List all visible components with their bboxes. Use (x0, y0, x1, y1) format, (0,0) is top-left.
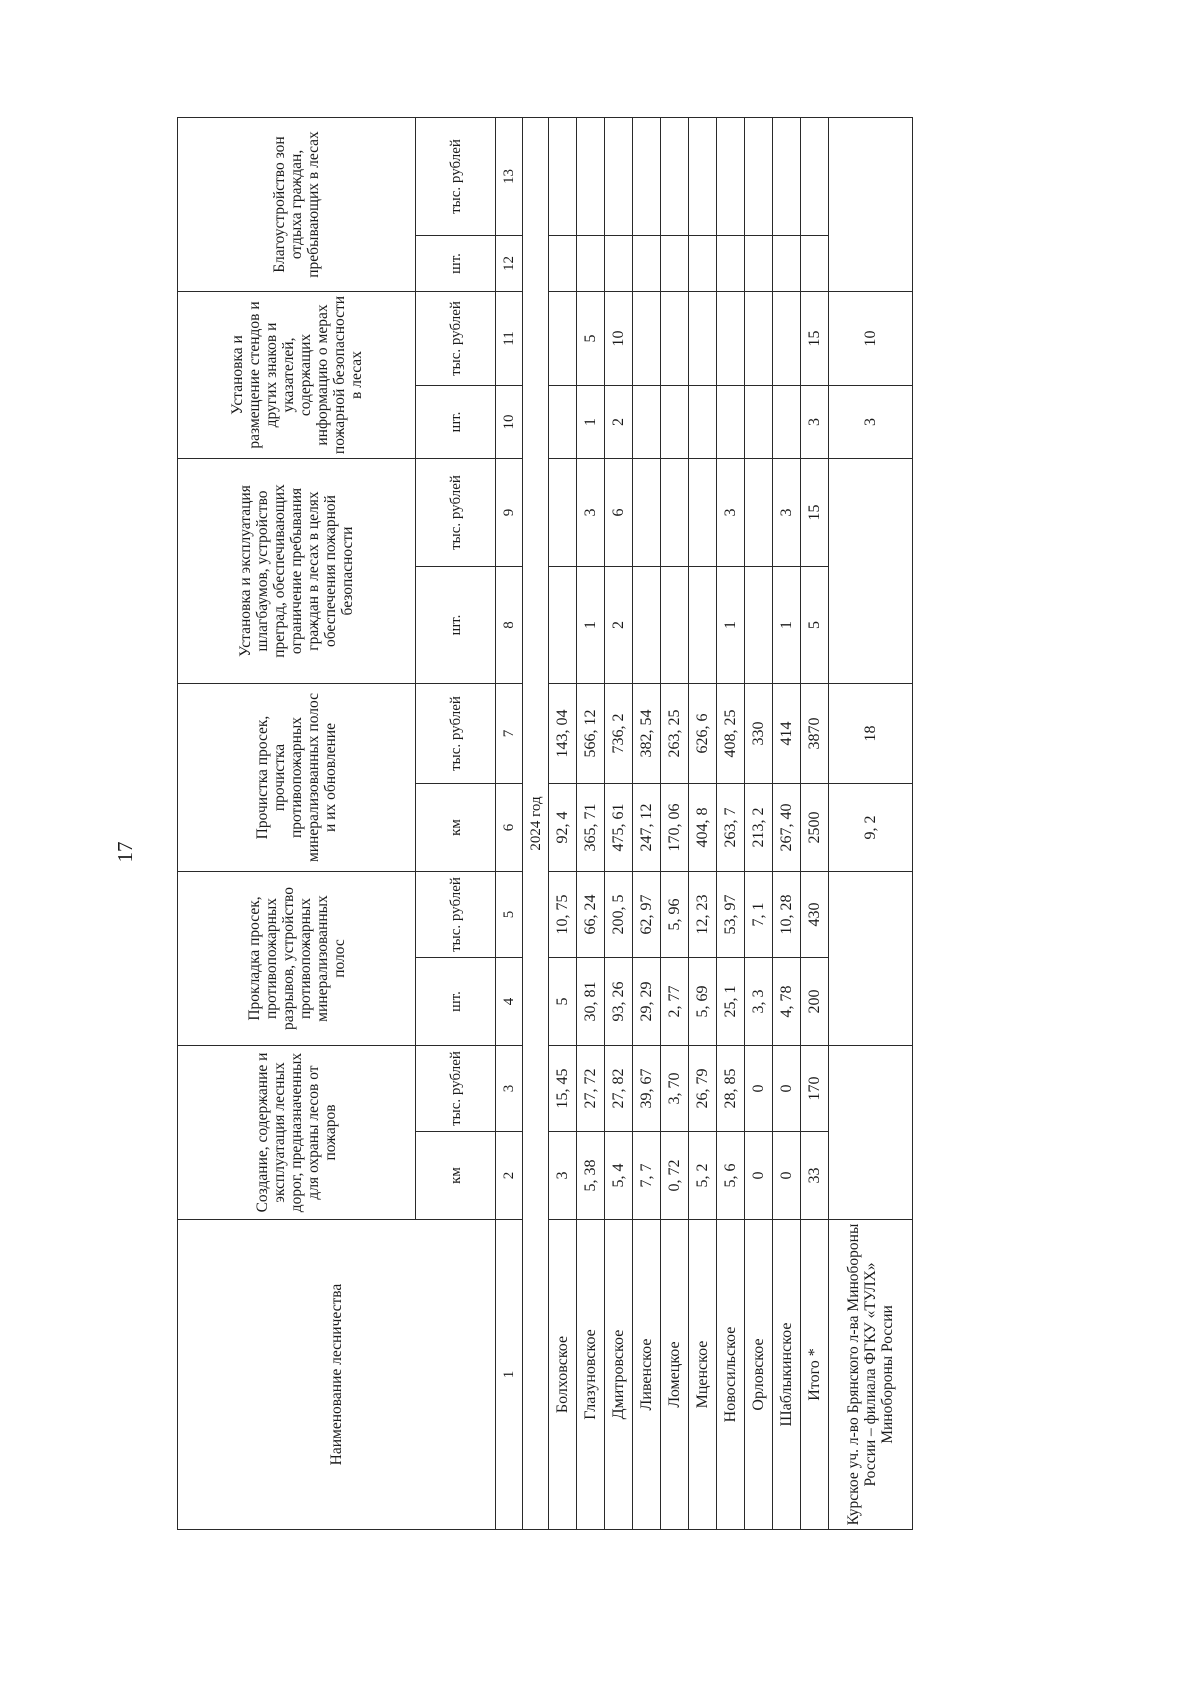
table-cell: 7, 7 (633, 1132, 661, 1220)
table-cell: 3 (549, 1132, 577, 1220)
table-cell: 475, 61 (605, 784, 633, 872)
table-cell (661, 117, 689, 235)
table-cell: 0 (773, 1132, 801, 1220)
fire-safety-table (177, 117, 913, 1530)
table-cell: 93, 26 (605, 958, 633, 1046)
table-cell (689, 291, 717, 385)
header-group-recreation: Благоустройство зон отдыха граждан, пребывающих в лесах (178, 117, 416, 291)
table-cell (549, 117, 577, 235)
table-cell (549, 567, 577, 684)
table-cell: 1 (577, 567, 605, 684)
unit-cell: км (416, 1132, 496, 1220)
column-number: 5 (496, 872, 523, 958)
table-cell (633, 291, 661, 385)
table-cell: 2 (605, 567, 633, 684)
table-cell (717, 235, 745, 291)
year-row (523, 117, 549, 1529)
table-row (801, 117, 829, 1529)
table-cell: 28, 85 (717, 1046, 745, 1132)
unit-cell: шт. (416, 386, 496, 459)
table-cell (605, 235, 633, 291)
table-cell (577, 117, 605, 235)
table-cell: 1 (577, 386, 605, 459)
table-cell: 143, 04 (549, 684, 577, 784)
table-cell: 247, 12 (633, 784, 661, 872)
rotated-table-frame (177, 118, 939, 1530)
table-cell (605, 117, 633, 235)
table-row (773, 117, 801, 1529)
table-cell (745, 567, 773, 684)
table-cell (745, 386, 773, 459)
forestry-name: Болховское (549, 1220, 577, 1530)
table-row (577, 117, 605, 1529)
header-group-barriers: Установка и эксплуатация шлагбаумов, устройство преград, обеспечивающих ограничение пребывания граждан в лесах в целях обеспечения пожарной безопасности (178, 459, 416, 684)
unit-cell: тыс. рублей (416, 291, 496, 385)
table-cell: 566, 12 (577, 684, 605, 784)
table-cell: 15 (801, 459, 829, 567)
table-cell: 408, 25 (717, 684, 745, 784)
table-cell: 7, 1 (745, 872, 773, 958)
table-cell: 10 (829, 291, 913, 385)
table-cell (689, 117, 717, 235)
table-cell: 12, 23 (689, 872, 717, 958)
table-cell: 0 (745, 1046, 773, 1132)
table-row (549, 117, 577, 1529)
forestry-name: Новосильское (717, 1220, 745, 1530)
column-number: 2 (496, 1132, 523, 1220)
column-number: 1 (496, 1220, 523, 1530)
table-row (633, 117, 661, 1529)
header-group-roads: Создание, содержание и эксплуатация лесных дорог, предназначенных для охраны лесов от пожаров (178, 1046, 416, 1220)
table-cell: 200 (801, 958, 829, 1046)
table-cell: 4, 78 (773, 958, 801, 1046)
column-number: 4 (496, 958, 523, 1046)
unit-cell: тыс. рублей (416, 459, 496, 567)
table-cell (661, 459, 689, 567)
table-cell: 5 (801, 567, 829, 684)
table-cell: 39, 67 (633, 1046, 661, 1132)
table-cell (829, 872, 913, 1046)
table-cell: 3, 70 (661, 1046, 689, 1132)
header-row (178, 117, 416, 1529)
table-cell (689, 235, 717, 291)
table-cell: 0, 72 (661, 1132, 689, 1220)
year-label: 2024 год (523, 117, 549, 1529)
unit-cell: тыс. рублей (416, 684, 496, 784)
table-cell: 263, 25 (661, 684, 689, 784)
table-cell (633, 459, 661, 567)
column-number-row (496, 117, 523, 1529)
unit-cell: тыс. рублей (416, 1046, 496, 1132)
table-row-kursk (829, 117, 913, 1529)
table-cell: 10, 28 (773, 872, 801, 958)
table-cell (633, 235, 661, 291)
table-cell: 330 (745, 684, 773, 784)
table-cell (745, 291, 773, 385)
column-number: 3 (496, 1046, 523, 1132)
table-cell: 6 (605, 459, 633, 567)
header-group-stripes-clean: Прочистка просек, прочистка противопожарных минерализованных полос и их обновление (178, 684, 416, 872)
table-cell: 3, 3 (745, 958, 773, 1046)
table-cell (661, 235, 689, 291)
table-cell (773, 117, 801, 235)
table-cell: 30, 81 (577, 958, 605, 1046)
unit-cell: шт. (416, 235, 496, 291)
table-cell (829, 459, 913, 684)
table-row (745, 117, 773, 1529)
table-cell: 15 (801, 291, 829, 385)
table-cell: 170, 06 (661, 784, 689, 872)
table-cell: 1 (773, 567, 801, 684)
forestry-name: Ливенское (633, 1220, 661, 1530)
forestry-name: Мценское (689, 1220, 717, 1530)
table-cell (689, 567, 717, 684)
table-cell: 200, 5 (605, 872, 633, 958)
column-number: 12 (496, 235, 523, 291)
table-cell (829, 1046, 913, 1220)
table-cell: 66, 24 (577, 872, 605, 958)
table-cell: 0 (773, 1046, 801, 1132)
unit-cell: тыс. рублей (416, 872, 496, 958)
column-number: 9 (496, 459, 523, 567)
table-row (689, 117, 717, 1529)
forestry-name: Шаблыкинское (773, 1220, 801, 1530)
table-cell (633, 567, 661, 684)
table-cell: 3 (717, 459, 745, 567)
forestry-name: Орловское (745, 1220, 773, 1530)
table-cell (745, 459, 773, 567)
table-cell: 27, 72 (577, 1046, 605, 1132)
table-cell: 92, 4 (549, 784, 577, 872)
table-cell (549, 291, 577, 385)
table-cell: 29, 29 (633, 958, 661, 1046)
table-row (717, 117, 745, 1529)
header-name: Наименование лесничества (178, 1220, 496, 1530)
page-number: 17 (113, 841, 137, 863)
table-cell: 267, 40 (773, 784, 801, 872)
column-number: 7 (496, 684, 523, 784)
table-cell: 53, 97 (717, 872, 745, 958)
forestry-name: Дмитровское (605, 1220, 633, 1530)
table-cell (717, 117, 745, 235)
table-cell (773, 291, 801, 385)
forestry-name: Итого * (801, 1220, 829, 1530)
unit-cell: км (416, 784, 496, 872)
table-cell: 5, 69 (689, 958, 717, 1046)
forestry-name: Глазуновское (577, 1220, 605, 1530)
table-cell: 5, 2 (689, 1132, 717, 1220)
table-cell (689, 459, 717, 567)
table-cell: 3 (773, 459, 801, 567)
table-cell: 213, 2 (745, 784, 773, 872)
table-row (661, 117, 689, 1529)
table-row (605, 117, 633, 1529)
table-cell: 62, 97 (633, 872, 661, 958)
table-cell (717, 386, 745, 459)
table-cell (773, 386, 801, 459)
table-cell: 2 (605, 386, 633, 459)
table-cell (549, 459, 577, 567)
table-cell: 5 (577, 291, 605, 385)
table-cell: 430 (801, 872, 829, 958)
table-cell (661, 567, 689, 684)
table-cell: 9, 2 (829, 784, 913, 872)
table-cell (661, 386, 689, 459)
table-cell: 27, 82 (605, 1046, 633, 1132)
table-cell: 2, 77 (661, 958, 689, 1046)
table-cell: 365, 71 (577, 784, 605, 872)
unit-cell: шт. (416, 958, 496, 1046)
table-cell (689, 386, 717, 459)
column-number: 6 (496, 784, 523, 872)
table-cell: 5, 6 (717, 1132, 745, 1220)
table-cell: 0 (745, 1132, 773, 1220)
table-cell: 1 (717, 567, 745, 684)
table-cell: 2500 (801, 784, 829, 872)
table-cell: 404, 8 (689, 784, 717, 872)
table-cell: 736, 2 (605, 684, 633, 784)
header-group-stripes-new: Прокладка просек, противопожарных разрывов, устройство противопожарных минерализованных полос (178, 872, 416, 1046)
forestry-name: Курское уч. л-во Брянского л-ва Минобороны России – филиала ФГКУ «ТУЛХ» Минобороны России (829, 1220, 913, 1530)
table-cell (549, 386, 577, 459)
table-cell: 33 (801, 1132, 829, 1220)
table-cell: 5, 38 (577, 1132, 605, 1220)
table-cell: 5 (549, 958, 577, 1046)
table-cell: 10, 75 (549, 872, 577, 958)
table-cell (661, 291, 689, 385)
table-cell: 170 (801, 1046, 829, 1132)
table-cell: 18 (829, 684, 913, 784)
table-cell: 263, 7 (717, 784, 745, 872)
table-cell (549, 235, 577, 291)
table-cell: 3 (577, 459, 605, 567)
table-cell (801, 235, 829, 291)
table-cell (773, 235, 801, 291)
table-cell: 5, 96 (661, 872, 689, 958)
table-cell: 26, 79 (689, 1046, 717, 1132)
forestry-name: Ломецкое (661, 1220, 689, 1530)
unit-cell: шт. (416, 567, 496, 684)
table-cell (829, 117, 913, 291)
unit-cell: тыс. рублей (416, 117, 496, 235)
column-number: 8 (496, 567, 523, 684)
table-cell: 3 (829, 386, 913, 459)
table-cell (801, 117, 829, 235)
table-cell: 15, 45 (549, 1046, 577, 1132)
table-cell: 414 (773, 684, 801, 784)
table-cell (745, 117, 773, 235)
table-cell (577, 235, 605, 291)
table-cell: 626, 6 (689, 684, 717, 784)
table-cell: 25, 1 (717, 958, 745, 1046)
table-cell (717, 291, 745, 385)
table-cell (745, 235, 773, 291)
table-cell: 10 (605, 291, 633, 385)
column-number: 10 (496, 386, 523, 459)
table-cell: 5, 4 (605, 1132, 633, 1220)
column-number: 11 (496, 291, 523, 385)
table-cell (633, 117, 661, 235)
column-number: 13 (496, 117, 523, 235)
table-cell: 382, 54 (633, 684, 661, 784)
table-cell: 3870 (801, 684, 829, 784)
table-cell: 3 (801, 386, 829, 459)
header-group-stands: Установка и размещение стендов и других знаков и указателей, содержащих информацию о мерах пожарной безопасности в лесах (178, 291, 416, 458)
table-cell (633, 386, 661, 459)
